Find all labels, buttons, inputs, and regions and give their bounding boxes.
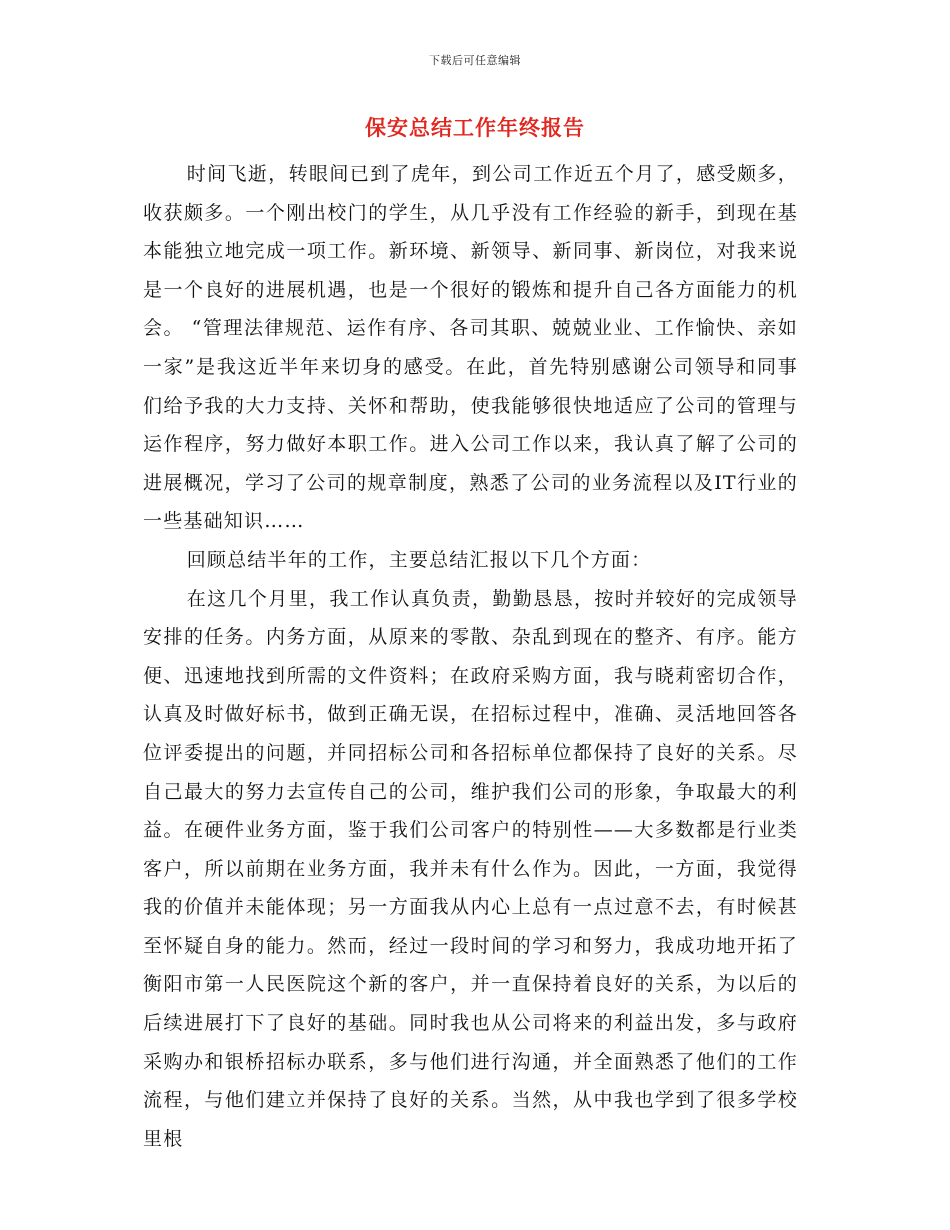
paragraph-review: 回顾总结半年的工作，主要总结汇报以下几个方面： xyxy=(186,548,652,571)
document-title: 保安总结工作年终报告 xyxy=(365,115,585,140)
document-body xyxy=(143,155,798,1158)
header-note: 下载后可任意编辑 xyxy=(429,54,521,67)
paragraph-intro: 时间飞逝，转眼间已到了虎年，到公司工作近五个月了，感受颇多，收获颇多。一个刚出校门的学生，从几乎没有工作经验的新手，到现在基本能独立地完成一项工作。新环境、新领导、新同事、新岗位，对我来说是一个良好的进展机遇，也是一个很好的锻炼和提升自己各方面能力的机会。 “管理法律规范、运作有序、各司其职、兢兢业业、工作愉快、亲如一家”是我这近半年来切身的感受。在此，首先特别感谢公司领导和同事们给予我的大力支持、关怀和帮助，使我能够很快地适应了公司的管理与运作程序，努力做好本职工作。进入公司工作以来，我认真了解了公司的进展概况，学习了公司的规章制度，熟悉了公司的业务流程以及IT行业的一些基础知识…… xyxy=(143,163,798,533)
paragraph-details: 在这几个月里，我工作认真负责，勤勤恳恳，按时并较好的完成领导安排的任务。内务方面，从原来的零散、杂乱到现在的整齐、有序。能方便、迅速地找到所需的文件资料；在政府采购方面，我与晓莉密切合作，认真及时做好标书，做到正确无误，在招标过程中，准确、灵活地回答各位评委提出的问题，并同招标公司和各招标单位都保持了良好的关系。尽自己最大的努力去宣传自己的公司，维护我们公司的形象，争取最大的利益。在硬件业务方面，鉴于我们公司客户的特别性——大多数都是行业类客户，所以前期在业务方面，我并未有什么作为。因此，一方面，我觉得我的价值并未能体现；另一方面我从内心上总有一点过意不去，有时候甚至怀疑自身的能力。然而，经过一段时间的学习和努力，我成功地开拓了衡阳市第一人民医院这个新的客户，并一直保持着良好的关系，为以后的后续进展打下了良好的基础。同时我也从公司将来的利益出发，多与政府采购办和银桥招标办联系，多与他们进行沟通，并全面熟悉了他们的工作流程，与他们建立并保持了良好的关系。当然，从中我也学到了很多学校里根 xyxy=(143,587,798,1150)
